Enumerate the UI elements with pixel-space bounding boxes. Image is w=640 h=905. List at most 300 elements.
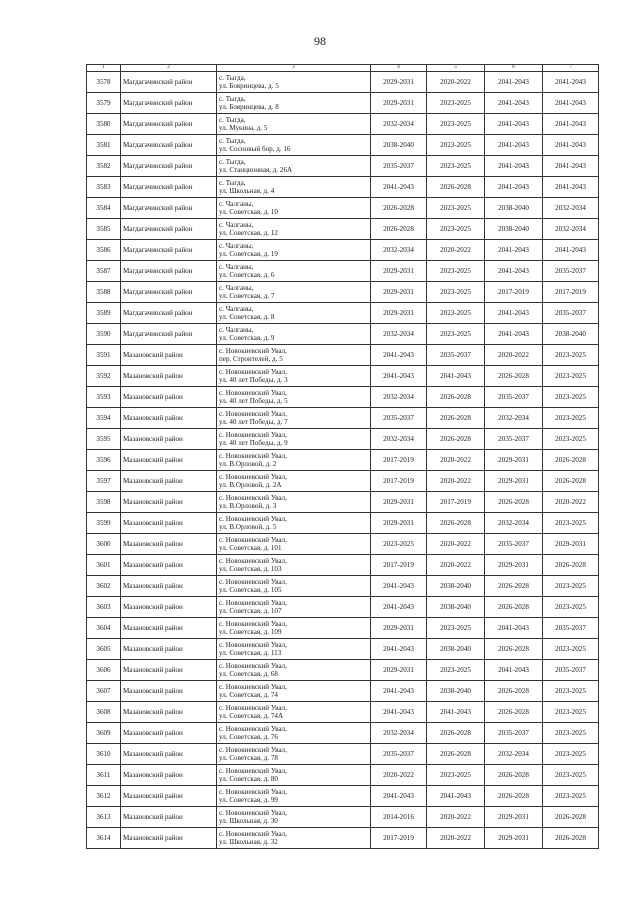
address-cell	[217, 282, 371, 303]
period-cell: 2023-2025	[543, 513, 599, 534]
address-locality: с. Новокиевский Увал,	[219, 830, 287, 838]
period-cell: 2041-2043	[485, 303, 543, 324]
period-cell: 2032-2034	[371, 240, 427, 261]
row-number: 3607	[87, 681, 121, 702]
period-cell: 2035-2037	[543, 303, 599, 324]
row-number: 3598	[87, 492, 121, 513]
period-cell: 2023-2025	[543, 429, 599, 450]
period-cell: 2026-2028	[485, 702, 543, 723]
address-locality: с. Чалганы,	[219, 263, 254, 271]
period-cell: 2041-2043	[371, 639, 427, 660]
address-locality: с. Новокиевский Увал,	[219, 431, 287, 439]
period-cell: 2023-2025	[427, 324, 485, 345]
period-cell: 2038-2040	[427, 576, 485, 597]
row-number: 3612	[87, 786, 121, 807]
period-cell: 2026-2028	[371, 198, 427, 219]
table-row	[87, 723, 599, 744]
period-cell: 2020-2022	[427, 828, 485, 849]
district-cell: Мазановский район	[121, 492, 217, 513]
address-cell	[217, 324, 371, 345]
period-cell: 2041-2043	[371, 597, 427, 618]
row-number: 3606	[87, 660, 121, 681]
table-row	[87, 198, 599, 219]
address-cell	[217, 72, 371, 93]
address-cell	[217, 345, 371, 366]
address-locality: с. Тыгда,	[219, 179, 246, 187]
table-row	[87, 240, 599, 261]
address-cell	[217, 387, 371, 408]
address-locality: с. Новокиевский Увал,	[219, 662, 287, 670]
period-cell: 2041-2043	[371, 681, 427, 702]
address-locality: с. Новокиевский Увал,	[219, 494, 287, 502]
address-locality: с. Новокиевский Увал,	[219, 536, 287, 544]
period-cell: 2035-2037	[543, 618, 599, 639]
period-cell: 2041-2043	[485, 618, 543, 639]
period-cell: 2032-2034	[485, 408, 543, 429]
row-number: 3581	[87, 135, 121, 156]
period-cell: 2020-2022	[427, 72, 485, 93]
address-street: ул. Сосновый бор, д. 16	[219, 145, 291, 153]
period-cell: 2023-2025	[427, 765, 485, 786]
period-cell: 2032-2034	[543, 219, 599, 240]
period-cell: 2029-2031	[371, 660, 427, 681]
period-cell: 2020-2022	[427, 534, 485, 555]
period-cell: 2020-2022	[427, 450, 485, 471]
period-cell: 2026-2028	[543, 828, 599, 849]
period-cell: 2041-2043	[371, 702, 427, 723]
district-cell: Мазановский район	[121, 639, 217, 660]
period-cell: 2041-2043	[543, 114, 599, 135]
address-cell	[217, 219, 371, 240]
page-number: 98	[314, 34, 326, 48]
district-cell: Магдагачинский район	[121, 72, 217, 93]
address-street: ул. Школьная, д. 4	[219, 187, 275, 195]
period-cell: 2026-2028	[427, 429, 485, 450]
period-cell: 2029-2031	[485, 450, 543, 471]
period-cell: 2023-2025	[543, 576, 599, 597]
address-street: ул. Советская, д. 10	[219, 208, 278, 216]
table-row	[87, 303, 599, 324]
period-cell: 2035-2037	[371, 408, 427, 429]
district-cell: Магдагачинский район	[121, 135, 217, 156]
table-row	[87, 93, 599, 114]
table-row	[87, 156, 599, 177]
period-cell: 2041-2043	[543, 240, 599, 261]
period-cell: 2017-2019	[371, 471, 427, 492]
period-cell: 2035-2037	[485, 534, 543, 555]
address-cell	[217, 555, 371, 576]
address-street: ул. Советская, д. 8	[219, 313, 275, 321]
period-cell: 2017-2019	[543, 282, 599, 303]
address-cell	[217, 114, 371, 135]
table-row	[87, 765, 599, 786]
address-locality: с. Тыгда,	[219, 74, 246, 82]
column-header: 2	[121, 65, 217, 72]
row-number: 3585	[87, 219, 121, 240]
address-street: ул. 40 лет Победы, д. 5	[219, 397, 288, 405]
row-number: 3610	[87, 744, 121, 765]
period-cell: 2038-2040	[543, 324, 599, 345]
table-row	[87, 828, 599, 849]
district-cell: Мазановский район	[121, 828, 217, 849]
period-cell: 2023-2025	[427, 618, 485, 639]
period-cell: 2032-2034	[371, 723, 427, 744]
address-street: ул. Советская, д. 9	[219, 334, 275, 342]
column-header: 4	[371, 65, 427, 72]
table-row	[87, 135, 599, 156]
row-number: 3586	[87, 240, 121, 261]
period-cell: 2017-2019	[371, 450, 427, 471]
district-cell: Магдагачинский район	[121, 261, 217, 282]
period-cell: 2023-2025	[543, 345, 599, 366]
district-cell: Мазановский район	[121, 471, 217, 492]
period-cell: 2032-2034	[371, 324, 427, 345]
period-cell: 2023-2025	[427, 219, 485, 240]
district-cell: Мазановский район	[121, 660, 217, 681]
district-cell: Мазановский район	[121, 408, 217, 429]
period-cell: 2026-2028	[427, 387, 485, 408]
district-cell: Мазановский район	[121, 786, 217, 807]
address-cell	[217, 135, 371, 156]
address-locality: с. Новокиевский Увал,	[219, 557, 287, 565]
row-number: 3595	[87, 429, 121, 450]
period-cell: 2023-2025	[427, 660, 485, 681]
address-locality: с. Новокиевский Увал,	[219, 452, 287, 460]
district-cell: Мазановский район	[121, 534, 217, 555]
address-street: ул. Мукина, д. 5	[219, 124, 268, 132]
row-number: 3600	[87, 534, 121, 555]
period-cell: 2023-2025	[427, 303, 485, 324]
table-row	[87, 492, 599, 513]
table-row	[87, 471, 599, 492]
row-number: 3609	[87, 723, 121, 744]
district-cell: Мазановский район	[121, 345, 217, 366]
period-cell: 2041-2043	[485, 324, 543, 345]
address-locality: с. Новокиевский Увал,	[219, 683, 287, 691]
period-cell: 2023-2025	[543, 366, 599, 387]
period-cell: 2041-2043	[485, 135, 543, 156]
period-cell: 2035-2037	[485, 429, 543, 450]
address-street: ул. Советская, д. 103	[219, 565, 282, 573]
period-cell: 2023-2025	[427, 261, 485, 282]
district-cell: Мазановский район	[121, 387, 217, 408]
table-row	[87, 282, 599, 303]
period-cell: 2023-2025	[427, 114, 485, 135]
row-number: 3608	[87, 702, 121, 723]
address-street: ул. Советская, д. 107	[219, 607, 282, 615]
period-cell: 2032-2034	[371, 114, 427, 135]
period-cell: 2026-2028	[543, 471, 599, 492]
district-cell: Мазановский район	[121, 681, 217, 702]
period-cell: 2026-2028	[543, 450, 599, 471]
address-cell	[217, 702, 371, 723]
address-street: ул. Советская, д. 80	[219, 775, 278, 783]
address-street: ул. Бояринцева, д. 8	[219, 103, 279, 111]
period-cell: 2020-2022	[371, 765, 427, 786]
address-cell	[217, 450, 371, 471]
row-number: 3578	[87, 72, 121, 93]
table-row	[87, 786, 599, 807]
address-locality: с. Новокиевский Увал,	[219, 767, 287, 775]
table-row	[87, 345, 599, 366]
period-cell: 2026-2028	[427, 513, 485, 534]
address-street: ул. Советская, д. 12	[219, 229, 278, 237]
address-cell	[217, 93, 371, 114]
district-cell: Мазановский район	[121, 723, 217, 744]
address-street: ул. Советская, д. 74А	[219, 712, 284, 720]
address-cell	[217, 660, 371, 681]
address-cell	[217, 513, 371, 534]
address-street: пер. Строителей, д. 5	[219, 355, 283, 363]
address-cell	[217, 534, 371, 555]
period-cell: 2023-2025	[543, 681, 599, 702]
address-street: ул. 40 лет Победы, д. 7	[219, 418, 288, 426]
table-row	[87, 261, 599, 282]
row-number: 3579	[87, 93, 121, 114]
table-row	[87, 219, 599, 240]
period-cell: 2035-2037	[543, 660, 599, 681]
row-number: 3591	[87, 345, 121, 366]
address-cell	[217, 597, 371, 618]
table-body	[87, 72, 599, 849]
period-cell: 2023-2025	[371, 534, 427, 555]
address-locality: с. Чалганы,	[219, 242, 254, 250]
period-cell: 2026-2028	[427, 177, 485, 198]
district-cell: Мазановский район	[121, 429, 217, 450]
period-cell: 2020-2022	[427, 807, 485, 828]
period-cell: 2017-2019	[485, 282, 543, 303]
district-cell: Магдагачинский район	[121, 93, 217, 114]
period-cell: 2029-2031	[485, 828, 543, 849]
address-locality: с. Тыгда,	[219, 95, 246, 103]
address-cell	[217, 765, 371, 786]
row-number: 3589	[87, 303, 121, 324]
period-cell: 2023-2025	[543, 723, 599, 744]
period-cell: 2041-2043	[485, 261, 543, 282]
address-locality: с. Чалганы,	[219, 305, 254, 313]
table-row	[87, 450, 599, 471]
row-number: 3602	[87, 576, 121, 597]
address-cell	[217, 681, 371, 702]
period-cell: 2041-2043	[485, 240, 543, 261]
period-cell: 2038-2040	[485, 198, 543, 219]
table-row	[87, 807, 599, 828]
period-cell: 2014-2016	[371, 807, 427, 828]
row-number: 3614	[87, 828, 121, 849]
table-row	[87, 72, 599, 93]
district-cell: Магдагачинский район	[121, 282, 217, 303]
period-cell: 2026-2028	[427, 744, 485, 765]
address-cell	[217, 156, 371, 177]
address-locality: с. Новокиевский Увал,	[219, 578, 287, 586]
district-cell: Мазановский район	[121, 744, 217, 765]
period-cell: 2029-2031	[485, 471, 543, 492]
address-locality: с. Тыгда,	[219, 116, 246, 124]
period-cell: 2041-2043	[485, 93, 543, 114]
address-street: ул. 40 лет Победы, д. 9	[219, 439, 288, 447]
period-cell: 2023-2025	[427, 93, 485, 114]
period-cell: 2017-2019	[371, 828, 427, 849]
table-row	[87, 114, 599, 135]
address-street: ул. Советская, д. 113	[219, 649, 282, 657]
address-locality: с. Новокиевский Увал,	[219, 515, 287, 523]
period-cell: 2023-2025	[427, 135, 485, 156]
column-header: 3	[217, 65, 371, 72]
address-locality: с. Новокиевский Увал,	[219, 368, 287, 376]
period-cell: 2029-2031	[371, 261, 427, 282]
row-number: 3582	[87, 156, 121, 177]
district-cell: Мазановский район	[121, 513, 217, 534]
table-row	[87, 660, 599, 681]
period-cell: 2038-2040	[427, 597, 485, 618]
period-cell: 2041-2043	[543, 156, 599, 177]
address-cell	[217, 429, 371, 450]
table-row	[87, 429, 599, 450]
period-cell: 2035-2037	[371, 156, 427, 177]
table-row	[87, 681, 599, 702]
period-cell: 2026-2028	[485, 765, 543, 786]
period-cell: 2023-2025	[543, 744, 599, 765]
row-number: 3594	[87, 408, 121, 429]
address-cell	[217, 261, 371, 282]
row-number: 3597	[87, 471, 121, 492]
district-cell: Мазановский район	[121, 576, 217, 597]
address-locality: с. Новокиевский Увал,	[219, 620, 287, 628]
period-cell: 2029-2031	[371, 618, 427, 639]
table-row	[87, 744, 599, 765]
column-header: 5	[427, 65, 485, 72]
period-cell: 2032-2034	[543, 198, 599, 219]
district-cell: Магдагачинский район	[121, 177, 217, 198]
address-street: ул. Советская, д. 105	[219, 586, 282, 594]
address-street: ул. 40 лет Победы, д. 3	[219, 376, 288, 384]
period-cell: 2020-2022	[485, 345, 543, 366]
period-cell: 2041-2043	[371, 366, 427, 387]
period-cell: 2035-2037	[371, 744, 427, 765]
row-number: 3601	[87, 555, 121, 576]
table-row	[87, 576, 599, 597]
address-street: ул. Советская, д. 101	[219, 544, 282, 552]
period-cell: 2038-2040	[427, 639, 485, 660]
data-table	[86, 64, 599, 849]
period-cell: 2023-2025	[427, 198, 485, 219]
period-cell: 2029-2031	[371, 282, 427, 303]
period-cell: 2035-2037	[485, 387, 543, 408]
row-number: 3613	[87, 807, 121, 828]
address-street: ул. В.Орловой, д. 2	[219, 460, 277, 468]
period-cell: 2032-2034	[485, 513, 543, 534]
period-cell: 2026-2028	[485, 681, 543, 702]
period-cell: 2020-2022	[543, 492, 599, 513]
period-cell: 2029-2031	[371, 72, 427, 93]
address-locality: с. Новокиевский Увал,	[219, 389, 287, 397]
period-cell: 2026-2028	[427, 723, 485, 744]
period-cell: 2026-2028	[485, 597, 543, 618]
period-cell: 2023-2025	[543, 597, 599, 618]
row-number: 3593	[87, 387, 121, 408]
table-row	[87, 597, 599, 618]
period-cell: 2041-2043	[371, 177, 427, 198]
address-street: ул. Советская, д. 6	[219, 271, 275, 279]
period-cell: 2041-2043	[371, 786, 427, 807]
table-row	[87, 177, 599, 198]
period-cell: 2029-2031	[371, 303, 427, 324]
period-cell: 2041-2043	[427, 786, 485, 807]
address-cell	[217, 471, 371, 492]
address-street: ул. В.Орловой, д. 2А	[219, 481, 282, 489]
period-cell: 2026-2028	[543, 807, 599, 828]
address-locality: с. Новокиевский Увал,	[219, 641, 287, 649]
period-cell: 2032-2034	[371, 429, 427, 450]
table-row	[87, 366, 599, 387]
period-cell: 2038-2040	[485, 219, 543, 240]
period-cell: 2041-2043	[427, 702, 485, 723]
table-row	[87, 702, 599, 723]
district-cell: Магдагачинский район	[121, 324, 217, 345]
table-row	[87, 534, 599, 555]
row-number: 3587	[87, 261, 121, 282]
address-cell	[217, 744, 371, 765]
address-cell	[217, 828, 371, 849]
district-cell: Магдагачинский район	[121, 219, 217, 240]
address-locality: с. Новокиевский Увал,	[219, 347, 287, 355]
address-locality: с. Новокиевский Увал,	[219, 809, 287, 817]
period-cell: 2023-2025	[543, 765, 599, 786]
address-street: ул. В.Орловой, д. 5	[219, 523, 277, 531]
address-cell	[217, 723, 371, 744]
district-cell: Мазановский район	[121, 765, 217, 786]
period-cell: 2029-2031	[485, 555, 543, 576]
period-cell: 2023-2025	[543, 786, 599, 807]
period-cell: 2020-2022	[427, 471, 485, 492]
period-cell: 2035-2037	[543, 261, 599, 282]
column-header: 7	[543, 65, 599, 72]
address-cell	[217, 303, 371, 324]
period-cell: 2038-2040	[427, 681, 485, 702]
row-number: 3596	[87, 450, 121, 471]
table-row	[87, 387, 599, 408]
period-cell: 2017-2019	[371, 555, 427, 576]
period-cell: 2023-2025	[543, 639, 599, 660]
period-cell: 2029-2031	[371, 513, 427, 534]
address-street: ул. Советская, д. 19	[219, 250, 278, 258]
period-cell: 2026-2028	[485, 366, 543, 387]
period-cell: 2041-2043	[543, 135, 599, 156]
address-locality: с. Новокиевский Увал,	[219, 473, 287, 481]
period-cell: 2038-2040	[371, 135, 427, 156]
row-number: 3590	[87, 324, 121, 345]
district-cell: Мазановский район	[121, 597, 217, 618]
row-number: 3603	[87, 597, 121, 618]
address-locality: с. Новокиевский Увал,	[219, 599, 287, 607]
period-cell: 2041-2043	[543, 72, 599, 93]
address-locality: с. Новокиевский Увал,	[219, 704, 287, 712]
row-number: 3592	[87, 366, 121, 387]
period-cell: 2020-2022	[427, 555, 485, 576]
period-cell: 2026-2028	[543, 555, 599, 576]
address-cell	[217, 639, 371, 660]
address-cell	[217, 408, 371, 429]
period-cell: 2041-2043	[485, 72, 543, 93]
address-street: ул. Школьная, д. 32	[219, 838, 278, 846]
address-street: ул. Советская, д. 99	[219, 796, 278, 804]
district-cell: Мазановский район	[121, 366, 217, 387]
period-cell: 2035-2037	[485, 723, 543, 744]
period-cell: 2041-2043	[485, 660, 543, 681]
row-number: 3604	[87, 618, 121, 639]
period-cell: 2041-2043	[485, 156, 543, 177]
address-locality: с. Новокиевский Увал,	[219, 788, 287, 796]
